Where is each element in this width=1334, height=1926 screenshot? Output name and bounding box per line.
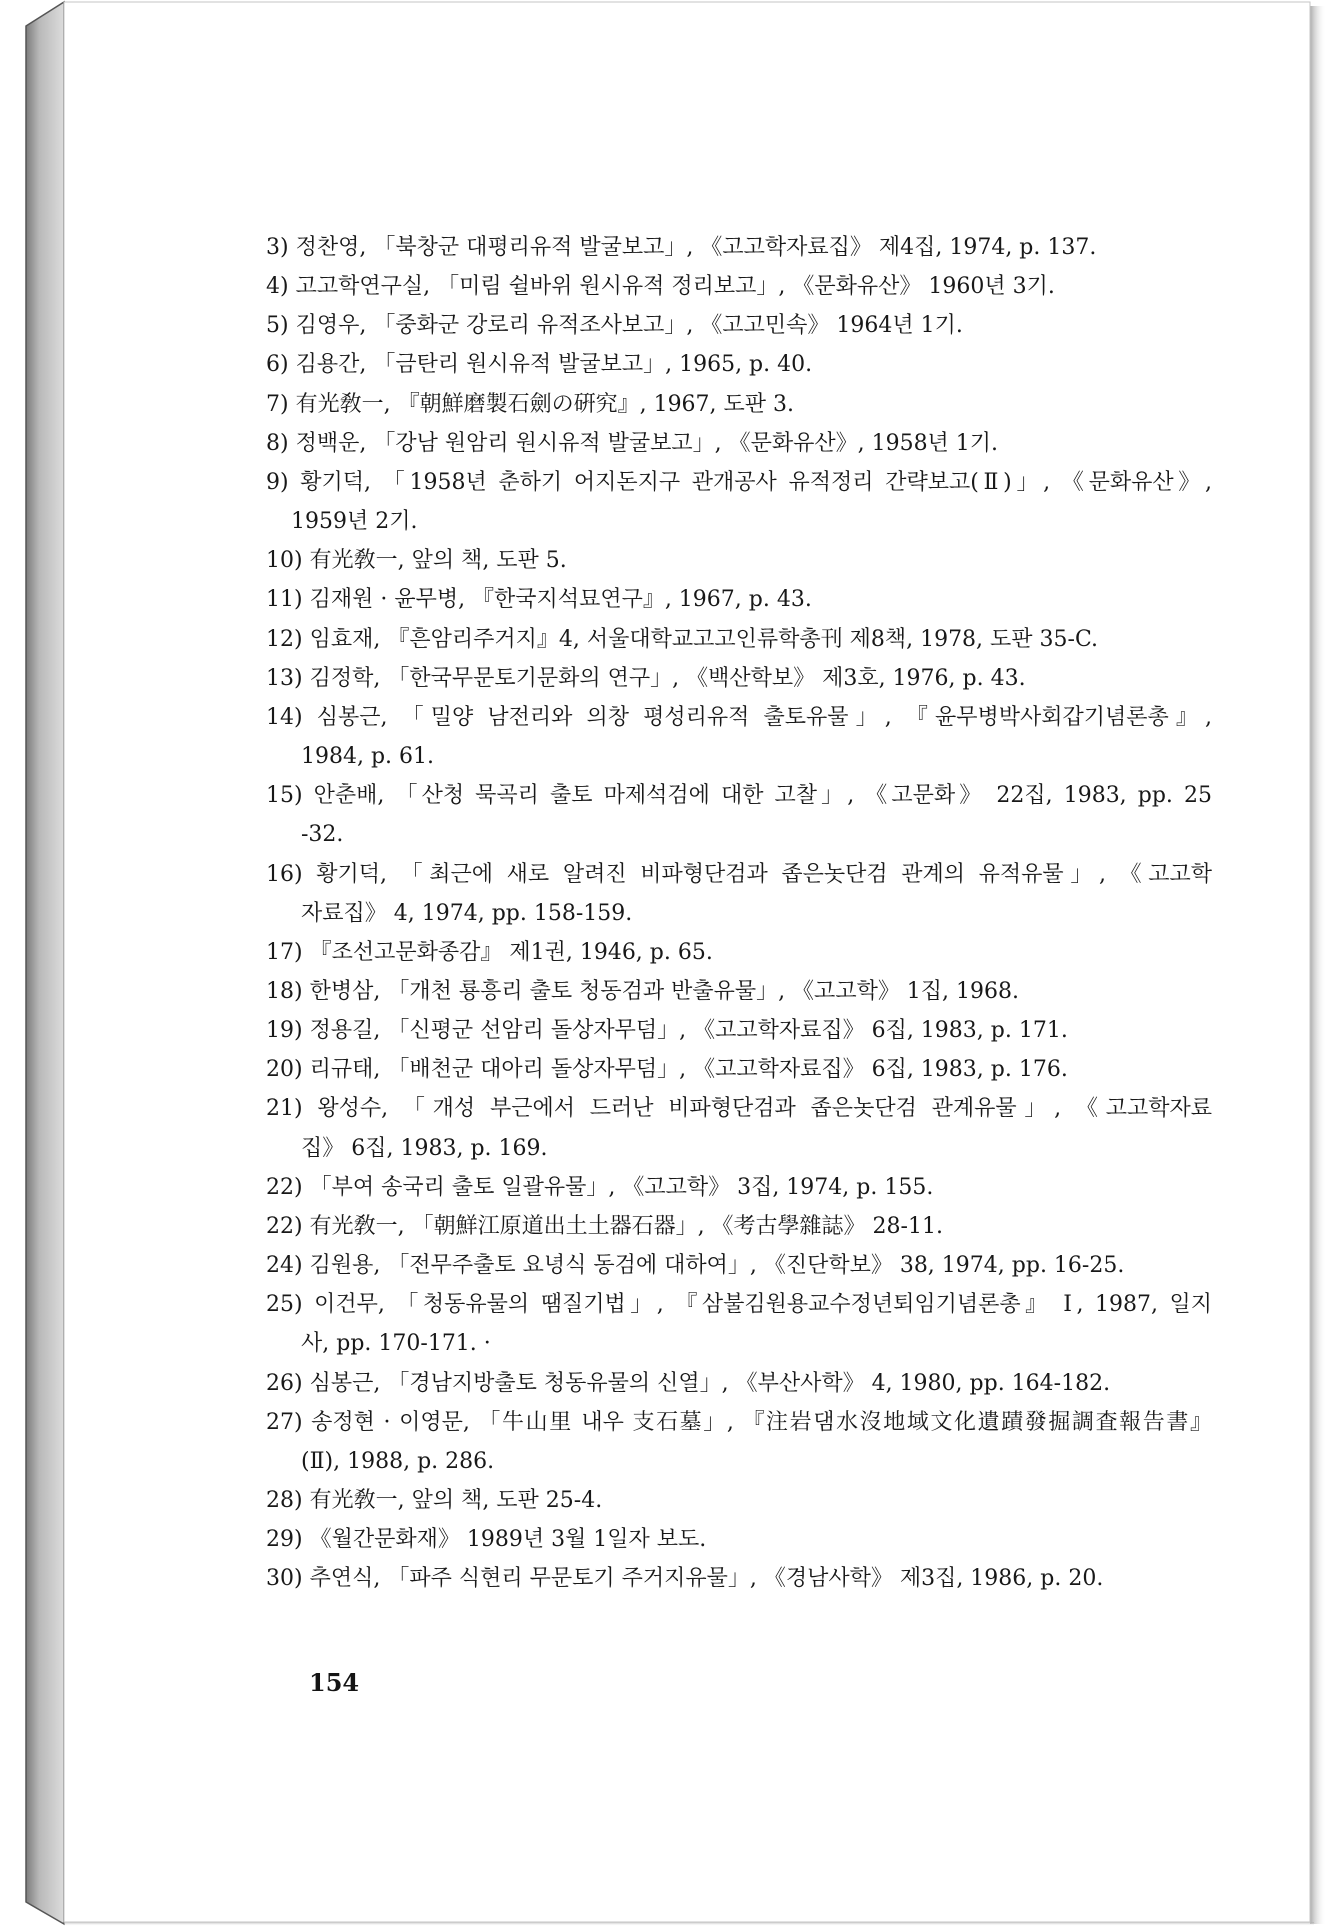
footnote-line-continued <box>266 894 1212 933</box>
footnote <box>266 1089 1212 1167</box>
footnote-text: 송정현 · 이영문, 「牛山里 내우 支石墓」, 『注岩댐水沒地域文化遺蹟發掘調査報告書』 <box>311 1409 1212 1435</box>
footnote-line <box>266 1207 1212 1246</box>
footnote-line <box>266 855 1212 894</box>
footnote-line <box>266 1168 1212 1207</box>
footnote-number: 30) <box>266 1566 303 1592</box>
footnote-number: 29) <box>266 1527 303 1553</box>
footnote-text: 리규태, 「배천군 대아리 돌상자무덤」, 《고고학자료집》 6집, 1983, p. 176. <box>309 1057 1068 1083</box>
footnote-number: 9) <box>266 469 289 495</box>
footnote-line-continued <box>266 1442 1212 1481</box>
footnote-line <box>266 580 1212 619</box>
footnote-number: 19) <box>266 1018 303 1044</box>
footnote-text: 정백운, 「강남 원암리 원시유적 발굴보고」, 《문화유산》, 1958년 1기. <box>295 430 999 456</box>
footnote <box>266 345 1212 384</box>
footnote-line-continued <box>266 1324 1212 1363</box>
footnote-line <box>266 620 1212 659</box>
footnote <box>266 1285 1212 1363</box>
page-bottom-shadow <box>64 1922 1314 1926</box>
footnote <box>266 1481 1212 1520</box>
footnote <box>266 1520 1212 1559</box>
footnote-line <box>266 1285 1212 1324</box>
footnote-text: 이건무, 「청동유물의 땜질기법」, 『삼불김원용교수정년퇴임기념론총』 Ⅰ, 1987, 일지 <box>314 1292 1212 1318</box>
footnote-text: 집》 6집, 1983, p. 169. <box>301 1135 548 1161</box>
footnote-number: 5) <box>266 313 289 339</box>
footnote-number: 25) <box>266 1292 303 1318</box>
footnote-text: 有光敎一, 「朝鮮江原道出土土器石器」, 《考古學雜誌》 28-11. <box>309 1213 943 1239</box>
footnote <box>266 385 1212 424</box>
footnote-number: 3) <box>266 235 289 260</box>
footnote <box>266 463 1212 541</box>
footnote-text: 임효재, 『흔암리주거지』4, 서울대학교고고인류학총刊 제8책, 1978, 도판 35-C. <box>309 626 1099 652</box>
book-spine-edge <box>26 2 64 1924</box>
footnote <box>266 933 1212 972</box>
footnote-number: 7) <box>266 391 289 417</box>
footnote-number: 22) <box>266 1213 303 1239</box>
footnote <box>266 1207 1212 1246</box>
footnote-line <box>266 463 1212 502</box>
footnote-line <box>266 306 1212 345</box>
footnote <box>266 267 1212 306</box>
footnote-text: 김재원 · 윤무병, 『한국지석묘연구』, 1967, p. 43. <box>309 587 812 613</box>
footnote-text: 왕성수, 「개성 부근에서 드러난 비파형단검과 좁은놋단검 관계유물」, 《고고학자료 <box>317 1096 1212 1122</box>
footnote-line <box>266 385 1212 424</box>
footnote <box>266 306 1212 345</box>
footnote <box>266 620 1212 659</box>
footnote-text: 1984, p. 61. <box>301 744 435 770</box>
footnote-number: 4) <box>266 274 289 300</box>
footnote-line-continued <box>266 815 1212 854</box>
footnote-number: 8) <box>266 430 289 456</box>
footnote <box>266 1403 1212 1481</box>
footnote <box>266 1559 1212 1598</box>
footnote-number: 16) <box>266 861 303 887</box>
footnote-text: 황기덕, 「최근에 새로 알려진 비파형단검과 좁은놋단검 관계의 유적유물」, 《고고학 <box>316 861 1213 887</box>
footnote-text: 有光敎一, 앞의 책, 도판 25-4. <box>309 1488 603 1513</box>
footnote <box>266 1246 1212 1285</box>
footnote-text: 추연식, 「파주 식현리 무문토기 주거지유물」, 《경남사학》 제3집, 1986, p. 20. <box>309 1566 1104 1592</box>
footnote-line <box>266 698 1212 737</box>
footnote <box>266 1011 1212 1050</box>
footnote-number: 14) <box>266 704 303 730</box>
footnote-line <box>266 345 1212 384</box>
footnote <box>266 228 1212 267</box>
footnote-number: 20) <box>266 1057 303 1083</box>
footnote-line <box>266 1050 1212 1089</box>
footnote-text: 1959년 2기. <box>291 509 418 535</box>
footnote-number: 6) <box>266 352 289 378</box>
footnote <box>266 580 1212 619</box>
footnote-text: 김정학, 「한국무문토기문화의 연구」, 《백산학보》 제3호, 1976, p. 43. <box>309 665 1026 691</box>
footnote-number: 24) <box>266 1253 303 1279</box>
footnote <box>266 1364 1212 1403</box>
footnote <box>266 776 1212 854</box>
footnote-line-continued <box>266 737 1212 776</box>
footnote-line <box>266 267 1212 306</box>
footnote <box>266 424 1212 463</box>
footnote-number: 21) <box>266 1096 303 1122</box>
footnote <box>266 855 1212 933</box>
footnote-line <box>266 659 1212 698</box>
footnote-text: 有光敎一, 『朝鮮磨製石劍の硏究』, 1967, 도판 3. <box>295 391 795 417</box>
footnote-number: 22) <box>266 1174 303 1200</box>
footnote <box>266 698 1212 776</box>
page-right-shadow <box>1310 6 1326 1924</box>
footnote <box>266 541 1212 580</box>
footnote <box>266 1050 1212 1089</box>
footnote-line <box>266 1246 1212 1285</box>
footnote-text: 有光敎一, 앞의 책, 도판 5. <box>309 548 567 574</box>
footnote-text: 한병삼, 「개천 룡흥리 출토 청동검과 반출유물」, 《고고학》 1집, 1968. <box>309 978 1020 1004</box>
footnote-line <box>266 228 1212 267</box>
footnote-line <box>266 424 1212 463</box>
footnote-text: 「부여 송국리 출토 일괄유물」, 《고고학》 3집, 1974, p. 155. <box>309 1174 934 1200</box>
footnote-line <box>266 776 1212 815</box>
footnote-list <box>266 228 1212 1598</box>
footnote-text: 심봉근, 「경남지방출토 청동유물의 신열」, 《부산사학》 4, 1980, pp. 164-182. <box>309 1370 1111 1396</box>
footnote-line <box>266 1011 1212 1050</box>
footnote-text: 심봉근, 「밀양 남전리와 의창 평성리유적 출토유물」, 『윤무병박사회갑기념론총』, <box>316 704 1212 730</box>
footnote-text: 정용길, 「신평군 선암리 돌상자무덤」, 《고고학자료집》 6집, 1983, p. 171. <box>309 1018 1068 1044</box>
footnote-text: 정찬영, 「북창군 대평리유적 발굴보고」, 《고고학자료집》 제4집, 1974, p. 137. <box>295 235 1097 260</box>
footnote-number: 18) <box>266 978 303 1004</box>
footnote-line <box>266 1559 1212 1598</box>
footnote <box>266 972 1212 1011</box>
footnote-number: 10) <box>266 548 303 574</box>
footnote-number: 13) <box>266 665 303 691</box>
footnote-text: 안춘배, 「산청 묵곡리 출토 마제석검에 대한 고찰」, 《고문화》 22집, 1983, pp. 25 <box>313 783 1212 809</box>
footnote-number: 11) <box>266 587 303 613</box>
footnote-text: 김원용, 「전무주출토 요녕식 동검에 대하여」, 《진단학보》 38, 1974, pp. 16-25. <box>309 1253 1125 1279</box>
footnote-text: 『조선고문화종감』 제1권, 1946, p. 65. <box>309 939 713 965</box>
footnote-number: 27) <box>266 1409 303 1435</box>
footnote-line <box>266 1481 1212 1520</box>
page-number: 154 <box>309 1668 360 1697</box>
footnote-line <box>266 1364 1212 1403</box>
footnote-line <box>266 1403 1212 1442</box>
footnote-number: 15) <box>266 783 303 809</box>
footnote-text: 자료집》 4, 1974, pp. 158-159. <box>301 900 633 926</box>
footnote-line <box>266 1089 1212 1128</box>
footnote-number: 17) <box>266 939 303 965</box>
footnote-line <box>266 1520 1212 1559</box>
footnote-text: (Ⅱ), 1988, p. 286. <box>301 1448 495 1474</box>
footnote-text: 《월간문화재》 1989년 3월 1일자 보도. <box>309 1527 707 1553</box>
footnote-line <box>266 972 1212 1011</box>
footnote-text: 김용간, 「금탄리 원시유적 발굴보고」, 1965, p. 40. <box>295 352 813 378</box>
footnote-text: -32. <box>301 822 344 848</box>
footnote-text: 황기덕, 「1958년 춘하기 어지돈지구 관개공사 유적정리 간략보고(Ⅱ)」, 《문화유산》, <box>300 469 1212 495</box>
footnote-number: 26) <box>266 1370 303 1396</box>
footnote <box>266 659 1212 698</box>
footnote-number: 12) <box>266 626 303 652</box>
footnote-line <box>266 933 1212 972</box>
footnote-text: 사, pp. 170-171. · <box>301 1331 491 1357</box>
footnote <box>266 1168 1212 1207</box>
footnote-line-continued <box>266 502 1212 541</box>
footnote-text: 고고학연구실, 「미림 쉴바위 원시유적 정리보고」, 《문화유산》 1960년 3기. <box>295 274 1055 300</box>
footnote-line <box>266 541 1212 580</box>
footnote-text: 김영우, 「중화군 강로리 유적조사보고」, 《고고민속》 1964년 1기. <box>295 313 963 339</box>
footnote-line-continued <box>266 1129 1212 1168</box>
footnote-number: 28) <box>266 1488 303 1513</box>
